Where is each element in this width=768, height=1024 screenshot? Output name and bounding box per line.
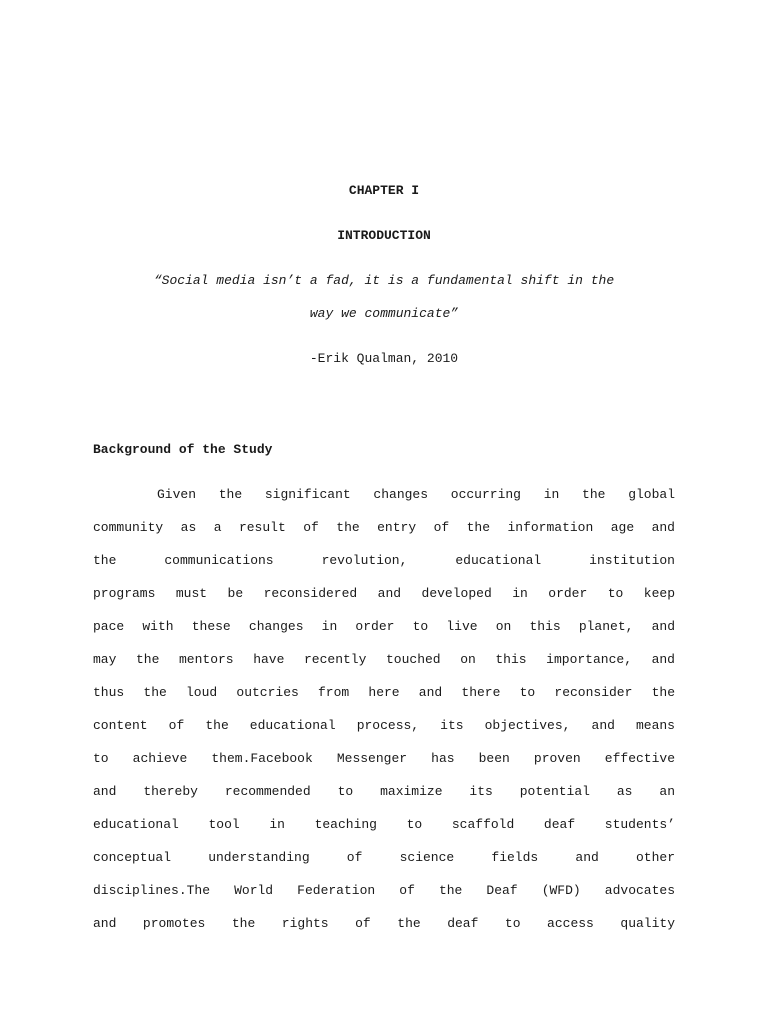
paragraph-line: the communications revolution, educational institution bbox=[93, 553, 675, 568]
paragraph-line: pace with these changes in order to live on this planet, and bbox=[93, 619, 675, 634]
paragraph-line: content of the educational process, its objectives, and means bbox=[93, 718, 675, 733]
paragraph-line: and thereby recommended to maximize its potential as an bbox=[93, 784, 675, 799]
paragraph-line: educational tool in teaching to scaffold deaf students’ bbox=[93, 817, 675, 832]
paragraph-line: and promotes the rights of the deaf to access quality bbox=[93, 916, 675, 931]
paragraph-line: Given the significant changes occurring in the global bbox=[157, 487, 675, 502]
paragraph-line: community as a result of the entry of the information age and bbox=[93, 520, 675, 535]
chapter-number: CHAPTER I bbox=[348, 183, 420, 198]
epigraph-line-1: “Social media isn’t a fad, it is a fundamental shift in the bbox=[153, 273, 615, 288]
chapter-title: INTRODUCTION bbox=[337, 228, 431, 243]
paragraph-line: thus the loud outcries from here and there to reconsider the bbox=[93, 685, 675, 700]
section-heading: Background of the Study bbox=[93, 442, 273, 457]
paragraph-line: conceptual understanding of science fields and other bbox=[93, 850, 675, 865]
epigraph-attribution: -Erik Qualman, 2010 bbox=[309, 351, 459, 366]
paragraph-line: disciplines.The World Federation of the Deaf (WFD) advocates bbox=[93, 883, 675, 898]
paragraph-line: to achieve them.Facebook Messenger has been proven effective bbox=[93, 751, 675, 766]
paragraph-line: programs must be reconsidered and developed in order to keep bbox=[93, 586, 675, 601]
paragraph-line: may the mentors have recently touched on this importance, and bbox=[93, 652, 675, 667]
epigraph-line-2: way we communicate” bbox=[309, 306, 459, 321]
